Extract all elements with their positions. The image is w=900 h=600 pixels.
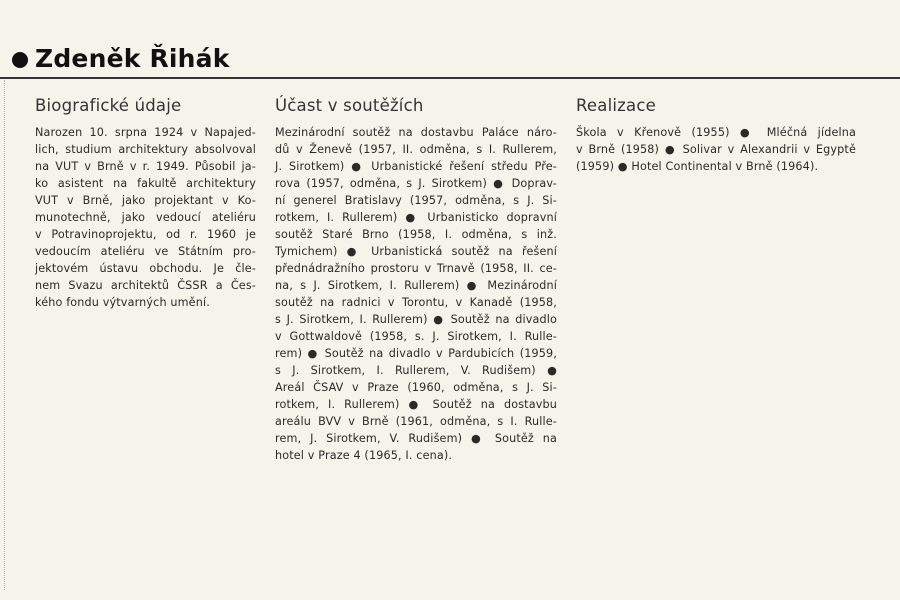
text-line: v Potravinoprojektu, od r. 1960 je (35, 228, 256, 241)
section-heading: Biografické údaje (35, 96, 182, 115)
text-line: Areál ČSAV v Praze (1960, odměna, s J. Si- (275, 381, 557, 394)
text-line: vedoucím ateliéru ve Státním pro- (35, 245, 256, 258)
section-heading: Účast v soutěžích (275, 96, 424, 115)
text-line: ko asistent na fakultě architektury (35, 177, 256, 190)
text-line: rem) ● Soutěž na divadlo v Pardubicích (1959, (275, 347, 557, 360)
bullet-icon (12, 52, 28, 68)
text-line: dů v Ženevě (1957, II. odměna, s I. Rullerem, (275, 143, 557, 156)
text-line: soutěž Staré Brno (1958, I. odměna, s inž. (275, 228, 557, 241)
column-competitions (275, 96, 557, 464)
text-line: lich, studium architektury absolvoval (35, 143, 256, 156)
text-line: areálu BVV v Brně (1961, odměna, s I. Rulle- (275, 415, 557, 428)
text-line: (1959) ● Hotel Continental v Brně (1964). (576, 160, 819, 173)
text-line: na VUT v Brně v r. 1949. Působil ja- (35, 160, 256, 173)
text-line: Narozen 10. srpna 1924 v Napajed- (35, 126, 256, 139)
text-line: přednádražního prostoru v Trnavě (1958, II. ce- (275, 262, 557, 275)
text-line: Tymichem) ● Urbanistická soutěž na řešení (275, 245, 557, 258)
text-line: rotkem, I. Rullerem) ● Soutěž na dostavbu (275, 398, 557, 411)
text-line: jektovém ústavu obchodu. Je čle- (35, 262, 256, 275)
text-line: v Brně (1958) ● Solivar v Alexandrii v Egyptě (576, 143, 856, 156)
text-line: rotkem, I. Rullerem) ● Urbanisticko dopravní (275, 211, 557, 224)
text-line: na, s J. Sirotkem, I. Rullerem) ● Mezinárodní (275, 279, 557, 292)
page-title (12, 44, 230, 73)
text-line: nem Svazu architektů ČSSR a Čes- (35, 279, 256, 292)
text-line: J. Sirotkem) ● Urbanistické řešení středu Pře- (275, 160, 557, 173)
text-line: rem, J. Sirotkem, V. Rudišem) ● Soutěž na (275, 432, 557, 445)
text-line: Mezinárodní soutěž na dostavbu Paláce náro- (275, 126, 557, 139)
text-line: Škola v Křenově (1955) ● Mléčná jídelna (576, 126, 856, 139)
text-line: VUT v Brně, jako projektant v Ko- (35, 194, 256, 207)
text-line: munotechně, jako vedoucí ateliéru (35, 211, 256, 224)
section-heading: Realizace (576, 96, 656, 115)
text-line: s J. Sirotkem, I. Rullerem, V. Rudišem) ● (275, 364, 557, 377)
text-line: s J. Sirotkem, I. Rullerem) ● Soutěž na divadlo (275, 313, 557, 326)
text-line: ní generel Bratislavy (1957, odměna, s J. Si- (275, 194, 557, 207)
header-rule (0, 77, 900, 79)
page-edge (4, 80, 6, 590)
text-line: soutěž na radnici v Torontu, v Kanadě (1958, (275, 296, 557, 309)
text-line: hotel v Praze 4 (1965, I. cena). (275, 449, 453, 462)
text-line: rova (1957, odměna, s J. Sirotkem) ● Doprav- (275, 177, 557, 190)
title-text: Zdeněk Řihák (35, 44, 230, 73)
text-line: v Gottwaldově (1958, s. J. Sirotkem, I. Rulle- (275, 330, 557, 343)
column-realizations (576, 96, 856, 175)
text-line: kého fondu výtvarných umění. (35, 296, 210, 309)
column-biography (35, 96, 256, 311)
